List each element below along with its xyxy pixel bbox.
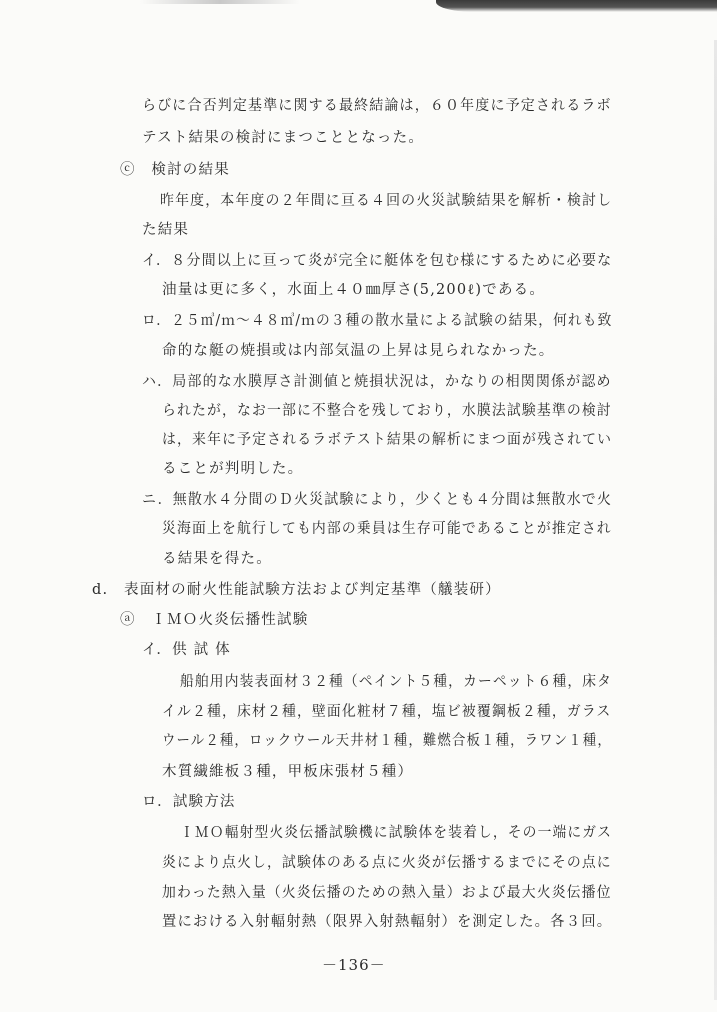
- text-line: られたが，なお一部に不整合を残しており，水膜法試験基準の検討: [162, 403, 612, 419]
- text-line: 災海面上を航行しても内部の乗員は生存可能であることが推定され: [162, 521, 612, 537]
- list-item: ハ．局部的な水膜厚さ計測値と焼損状況は，かなりの相関関係が認め: [142, 374, 612, 390]
- text-line: 命的な艇の焼損或は内部気温の上昇は見られなかった。: [162, 343, 555, 359]
- text-line: イル２種，床材２種，壁面化粧材７種，塩ビ被覆鋼板２種，ガラス: [162, 704, 612, 720]
- text-line: テスト結果の検討にまつこととなった。: [142, 130, 425, 146]
- section-heading: ⓒ 検討の結果: [120, 162, 230, 178]
- list-item: イ．供 試 体: [142, 642, 231, 658]
- text-line: ることが判明した。: [162, 461, 304, 477]
- list-item: イ．８分間以上に亘って炎が完全に艇体を包む様にするために必要な: [142, 253, 613, 269]
- text-line: 昨年度，本年度の２年間に亘る４回の火災試験結果を解析・検討し: [160, 193, 613, 209]
- page-number: －136－: [322, 956, 386, 974]
- text-line: 加わった熱入量（火炎伝播のための熱入量）および最大火炎伝播位: [162, 885, 612, 901]
- text-line: 木質繊維板３種，甲板床張材５種）: [162, 764, 414, 780]
- text-line: ウール２種，ロックウール天井材１種，難燃合板１種，ラワン１種，: [162, 733, 612, 749]
- list-item: ニ．無散水４分間のＤ火災試験により，少くとも４分間は無散水で火: [142, 492, 613, 508]
- text-line: た結果: [142, 222, 190, 238]
- text-line: 船舶用内装表面材３２種（ペイント５種，カーペット６種，床タ: [180, 674, 613, 690]
- text-line: 炎により点火し，試験体のある点に火炎が伝播するまでにその点に: [162, 855, 612, 871]
- subsection-heading: ⓐ ＩＭＯ火炎伝播性試験: [120, 612, 309, 628]
- scan-shadow-top-right: [436, 0, 717, 12]
- text-line: は，来年に予定されるラボテスト結果の解析にまつ面が残されてい: [162, 432, 613, 448]
- list-item: ロ．試験方法: [142, 794, 236, 810]
- text-line: 置における入射輻射熱（限界入射熱輻射）を測定した。各３回。: [162, 914, 613, 930]
- text-line: らびに合否判定基準に関する最終結論は，６０年度に予定されるラボ: [142, 98, 612, 114]
- text-line: ＩＭＯ輻射型火炎伝播試験機に試験体を装着し，その一端にガス: [180, 825, 613, 841]
- scan-shadow-top-left: [140, 0, 300, 4]
- list-item: ロ．２５㎥/ｍ～４８㎥/ｍの３種の散水量による試験の結果，何れも致: [142, 313, 613, 329]
- text-line: 油量は更に多く，水面上４０㎜厚さ(5,200ℓ)である。: [162, 282, 546, 298]
- text-line: る結果を得た。: [162, 551, 272, 567]
- section-heading: d. 表面材の耐火性能試験方法および判定基準（艤装研）: [92, 582, 501, 598]
